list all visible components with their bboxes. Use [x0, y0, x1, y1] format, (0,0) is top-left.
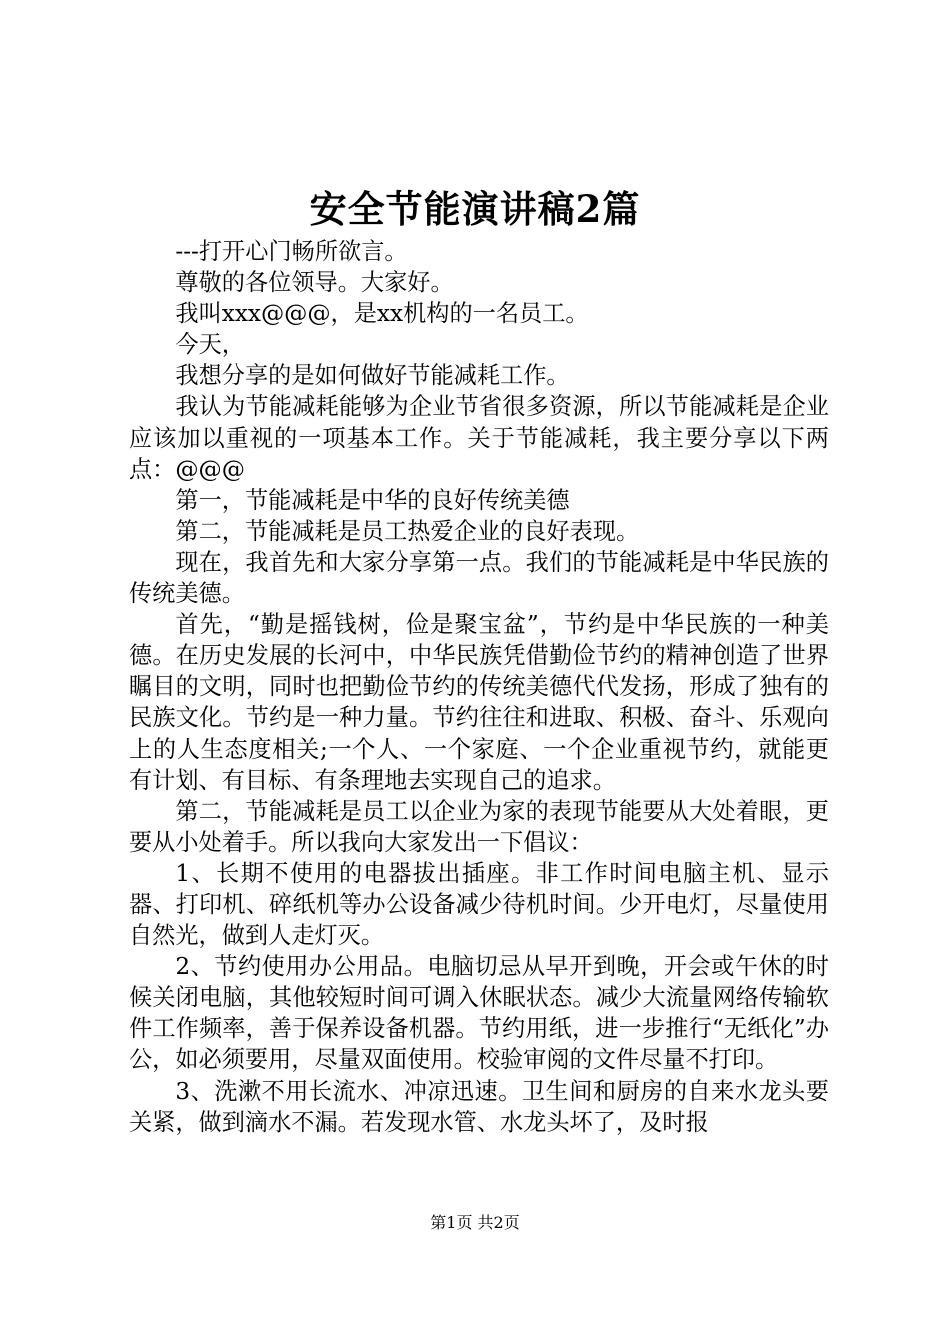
paragraph: ---打开心门畅所欲言。	[175, 238, 408, 265]
paragraph: 我叫xxx@@@，是xx机构的一名员工。	[175, 300, 589, 328]
document-title: 安全节能演讲稿2篇	[309, 187, 641, 231]
document-body	[129, 236, 829, 1138]
paragraph: 第一，节能减耗是中华的良好传统美德	[175, 486, 570, 514]
paragraph: 2、节约使用办公用品。电脑切忌从早开到晚，开会或午休的时候关闭电脑，其他较短时间可调入休眠状态。减少大流量网络传输软件工作频率，善于保养设备机器。节约用纸，进一步推行“无纸化”办公，如必须要用，尽量双面使用。校验审阅的文件尽量不打印。	[129, 953, 829, 1074]
paragraph: 3、洗漱不用长流水、冲凉迅速。卫生间和厨房的自来水龙头要关紧，做到滴水不漏。若发现水管、水龙头坏了，及时报	[129, 1077, 829, 1136]
paragraph: 今天，	[175, 331, 245, 359]
paragraph: 我认为节能减耗能够为企业节省很多资源，所以节能减耗是企业应该加以重视的一项基本工作。关于节能减耗，我主要分享以下两点：@@@	[129, 393, 829, 483]
page-number-footer: 第1页 共2页	[430, 1213, 520, 1232]
paragraph: 尊敬的各位领导。大家好。	[175, 269, 454, 297]
paragraph: 现在，我首先和大家分享第一点。我们的节能减耗是中华民族的传统美德。	[129, 548, 829, 608]
paragraph: 第二，节能减耗是员工热爱企业的良好表现。	[175, 517, 640, 545]
paragraph: 首先，“勤是摇钱树，俭是聚宝盆”，节约是中华民族的一种美德。在历史发展的长河中，中华民族凭借勤俭节约的精神创造了世界瞩目的文明，同时也把勤俭节约的传统美德代代发扬，形成了独有的民族文化。节约是一种力量。节约往往和进取、积极、奋斗、乐观向上的人生态度相关;一个人、一个家庭、一个企业重视节约，就能更有计划、有目标、有条理地去实现自己的追求。	[129, 611, 829, 794]
paragraph: 我想分享的是如何做好节能减耗工作。	[175, 362, 570, 390]
paragraph: 第二，节能减耗是员工以企业为家的表现节能要从大处着眼，更要从小处着手。所以我向大家发出一下倡议：	[129, 797, 829, 856]
paragraph: 1、长期不使用的电器拔出插座。非工作时间电脑主机、显示器、打印机、碎纸机等办公设备减少待机时间。少开电灯，尽量使用自然光，做到人走灯灭。	[129, 859, 829, 950]
